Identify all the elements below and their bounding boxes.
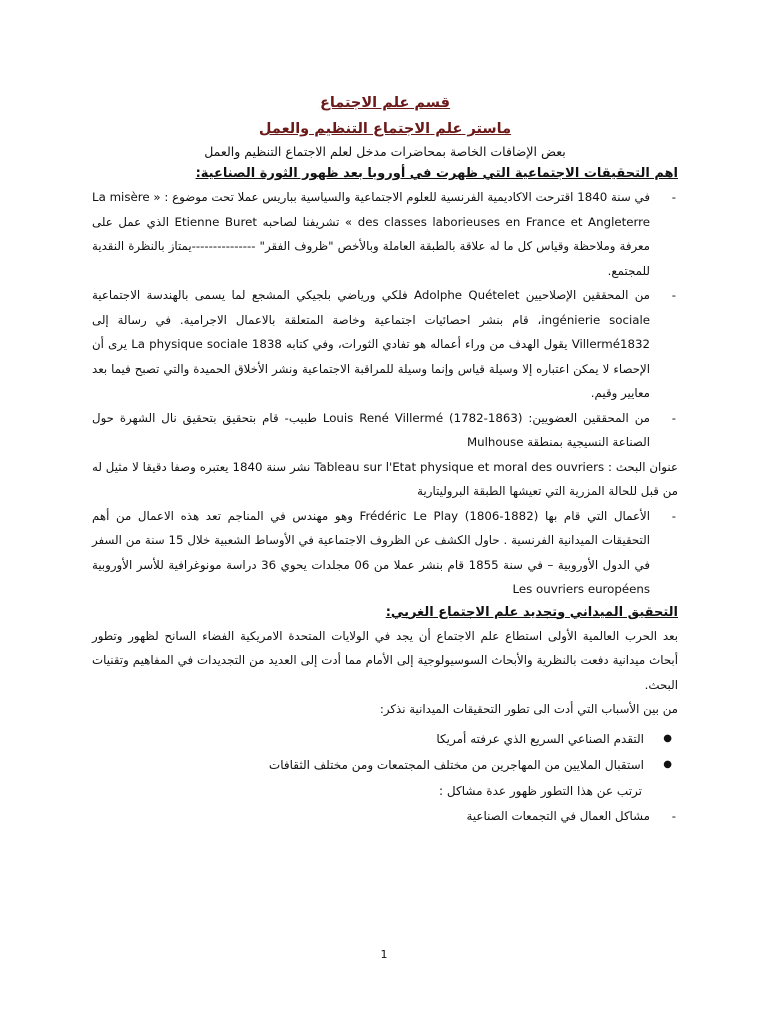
problem-item-workers: - مشاكل العمال في التجمعات الصناعية bbox=[92, 804, 650, 829]
list-item-quetelet: - من المحققين الإصلاحيين Adolphe Quételet فلكي ورياضي بلجيكي المشجع لما يسمى بالهندسة الاجتماعية ingénierie sociale، قام بنشر احصائيات اجتماعية وخاصة المتعلقة بالاعمال الاجرامية. في رسالة إلى Villermé1832 يقول الهدف من وراء أعماله هو تفادي الثورات، وفي كتابه La physique sociale 1838 يرى أن الإحصاء لا يمكن اعتباره إلا وسيلة قياس وإنما وسيلة للمراقبة الاجتماعية ونشر الأخلاق الحميدة والتي تصبح فيما بعد معايير وقيم. bbox=[92, 283, 650, 406]
list-item-buret: - في سنة 1840 اقترحت الاكاديمية الفرنسية للعلوم الاجتماعية والسياسية بباريس عملا تحت موضوع : « La misère des classes laborieuses en France et Angleterre » تشريفنا لصاحبه Etienne Buret الذي عمل على معرفة وملاحظة وقياس كل ما له علاقة بالطبقة العاملة وبالأخص "ظروف الفقر" ---------------يمتاز بالنظرة النقدية للمجتمع. bbox=[92, 185, 650, 283]
section-heading-field-research: التحقيق الميداني وتجديد علم الاجتماع الغربي: bbox=[385, 604, 678, 620]
survey-list-continued bbox=[92, 504, 678, 602]
cause-item-immigration: ● استقبال الملايين من المهاجرين من مختلف المجتمعات ومن مختلف الثقافات bbox=[92, 752, 644, 778]
problems-list bbox=[92, 804, 678, 829]
consequence-text: ترتب عن هذا التطور ظهور عدة مشاكل : bbox=[439, 783, 642, 798]
survey-list bbox=[92, 185, 678, 455]
field-research-paragraph: بعد الحرب العالمية الأولى استطاع علم الاجتماع أن يجد في الولايات المتحدة الامريكية الفضاء السانح لظهور وتطور أبحاث ميدانية دفعت بالنظرية والأبحاث السوسيولوجية إلى الأمام مما أدت إلى العديد من التجديدات في المفاهيم وتقنيات البحث. bbox=[92, 628, 678, 692]
causes-intro: من بين الأسباب التي أدت الى تطور التحقيقات الميدانية نذكر: bbox=[379, 702, 678, 716]
document-body bbox=[92, 92, 678, 828]
list-item-villerme: - من المحققين العضويين: Louis René Villermé (1782-1863) طبيب- قام بتحقيق بتحقيق نال الشهرة حول الصناعة النسيجية بمنطقة Mulhouse bbox=[92, 406, 650, 455]
department-title: قسم علم الاجتماع bbox=[319, 95, 451, 111]
section-heading-surveys: اهم التحقيقات الاجتماعية التي ظهرت في أوروبا بعد ظهور الثورة الصناعية: bbox=[195, 166, 678, 181]
research-title-paragraph: عنوان البحث : Tableau sur l'Etat physique et moral des ouvriers نشر سنة 1840 يعتبره وصفا دقيقا لا مثيل له من قبل للحالة المزرية التي تعيشها الطبقة البروليتارية bbox=[92, 459, 678, 498]
cause-item-industrial-progress: ● التقدم الصناعي السريع الذي عرفته أمريكا bbox=[92, 726, 644, 752]
list-item-le-play: - الأعمال التي قام بها Frédéric Le Play (1806-1882) وهو مهندس في المناجم تعد هذه الاعمال من أهم التحقيقات الميدانية الفرنسية . حاول الكشف عن الظروف الاجتماعية في الأوساط الشعبية خلال 15 سنة من السفر في الدول الأوروبية – في سنة 1855 قام بنشر عملا من 06 مجلدات يحوي 36 دراسة مونوغرافية للأسر الأوروبية Les ouvriers européens bbox=[92, 504, 650, 602]
master-title: ماستر علم الاجتماع التنظيم والعمل bbox=[258, 121, 512, 137]
causes-list bbox=[92, 726, 678, 778]
lecture-note: بعض الإضافات الخاصة بمحاضرات مدخل لعلم الاجتماع التنظيم والعمل bbox=[204, 144, 566, 159]
page-number: 1 bbox=[380, 948, 388, 961]
